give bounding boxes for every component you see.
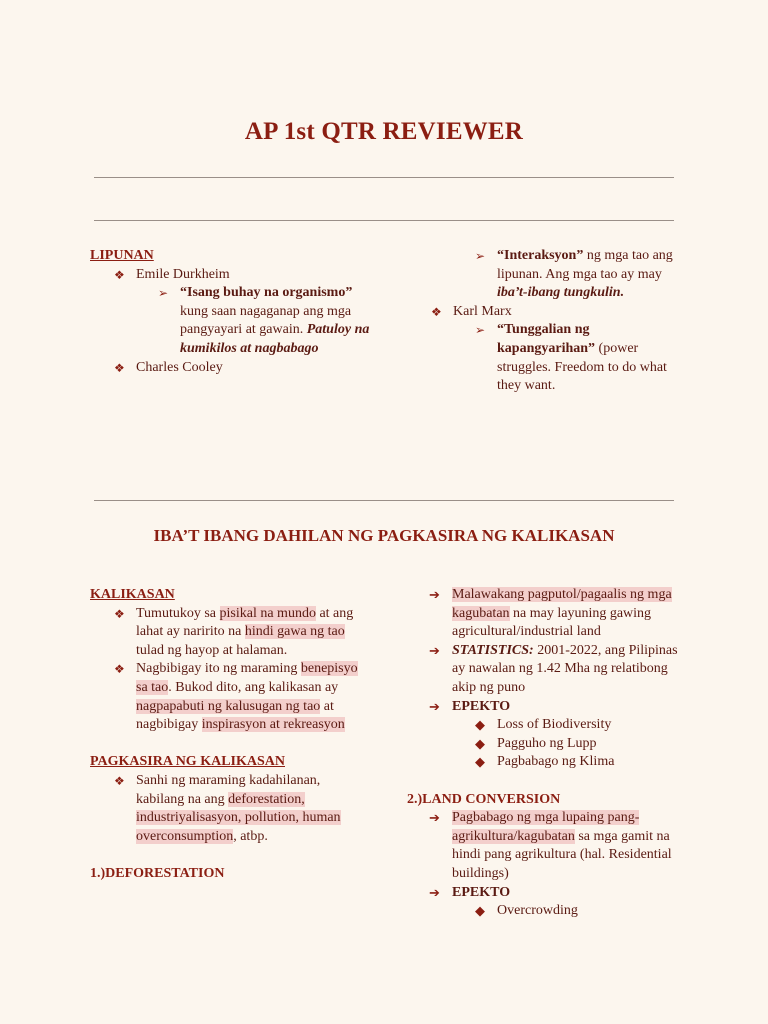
list-item: [407, 303, 677, 322]
arrow-right-icon: ➔: [429, 884, 440, 900]
arrowhead-bullet-icon: ➢: [475, 249, 486, 263]
highlighted-text: Pagbabago ng mga lupaing pang-agrikultura/kagubatan: [452, 810, 640, 844]
highlighted-text: pisikal na mundo: [219, 605, 316, 621]
arrow-right-icon: ➔: [429, 587, 440, 602]
body-text: , atbp.: [233, 828, 268, 844]
list-item: [90, 772, 370, 846]
section-heading-lipunan: LIPUNAN: [90, 248, 154, 263]
list-item: [407, 642, 682, 698]
highlighted-text: nagpapabuti ng kalusugan ng tao: [136, 698, 321, 714]
highlighted-text: Malawakang pagputol/pagaalis ng mga kagubatan: [452, 587, 672, 621]
body-text: ng mga tao ang lipunan. Ang mga tao ay may: [497, 248, 673, 282]
arrow-right-icon: ➔: [429, 698, 440, 714]
arrow-right-icon: ➔: [429, 810, 440, 826]
epekto-label: EPEKTO: [452, 698, 511, 714]
section-heading-land-conversion: 2.)LAND CONVERSION: [407, 791, 561, 807]
list-item: [407, 884, 682, 903]
list-item: [407, 735, 682, 754]
list-item: [90, 605, 370, 661]
effect-text: Pagbabago ng Klima: [497, 754, 615, 770]
diamond-icon: ◆: [475, 903, 485, 919]
divider: [94, 220, 674, 221]
diamond-bullet-icon: ❖: [114, 773, 125, 788]
quote-text: “Interaksyon”: [497, 248, 584, 263]
body-text: Nagbibigay ito ng maraming: [136, 661, 301, 677]
list-item: [407, 586, 682, 642]
list-item: [407, 321, 677, 395]
diamond-bullet-icon: ❖: [114, 267, 125, 282]
list-item: [407, 809, 682, 883]
diamond-bullet-icon: ❖: [114, 606, 125, 621]
section-title: IBA’T IBANG DAHILAN NG PAGKASIRA NG KALIKASAN: [153, 526, 615, 545]
diamond-bullet-icon: ❖: [114, 360, 125, 375]
diamond-bullet-icon: ❖: [114, 662, 125, 677]
list-item: [407, 698, 682, 717]
person-name: Karl Marx: [453, 303, 512, 319]
arrow-right-icon: ➔: [429, 642, 440, 658]
emphasis-text: iba’t-ibang tungkulin.: [497, 285, 625, 301]
list-item: [407, 902, 682, 921]
person-name: Emile Durkheim: [136, 266, 230, 282]
list-item: [407, 247, 677, 303]
section-heading-pagkasira: PAGKASIRA NG KALIKASAN: [90, 754, 285, 770]
kalikasan-right-column: [407, 586, 682, 921]
effect-text: Pagguho ng Lupp: [497, 735, 597, 751]
section-heading-kalikasan: KALIKASAN: [90, 587, 175, 602]
divider: [94, 177, 674, 178]
list-item: [90, 359, 370, 378]
quote-text: “Isang buhay na organismo”: [180, 285, 353, 301]
effect-text: Overcrowding: [497, 903, 578, 919]
highlighted-text: deforestation, industriyalisasyon, pollution, human overconsumption: [136, 791, 341, 844]
emphasis-text: Patuloy na kumikilos at nagbabago: [180, 322, 370, 356]
body-text: . Bukod dito, ang kalikasan ay: [168, 679, 339, 695]
diamond-icon: ◆: [475, 735, 485, 751]
divider: [94, 500, 674, 501]
list-item: [407, 753, 682, 772]
highlighted-text: benepisyo sa tao: [136, 661, 358, 695]
diamond-icon: ◆: [475, 717, 485, 733]
lipunan-right-column: [407, 247, 677, 396]
highlighted-text: hindi gawa ng tao: [244, 624, 345, 640]
body-text: at nagbibigay: [136, 698, 334, 733]
lipunan-left-column: [90, 247, 370, 377]
body-text: tulad ng hayop at halaman.: [136, 642, 288, 658]
body-text: Sanhi ng maraming kadahilanan, kabilang na ang: [136, 772, 321, 807]
section-heading-deforestation: 1.)DEFORESTATION: [90, 865, 225, 881]
body-text: (power struggles. Freedom to do what they want.: [497, 340, 667, 394]
body-text: Tumutukoy sa: [136, 605, 220, 621]
effect-text: Loss of Biodiversity: [497, 717, 612, 733]
quote-text: “Tunggalian ng kapangyarihan”: [497, 322, 596, 356]
body-text: sa mga gamit na hindi pang agrikultura (hal. Residential buildings): [452, 828, 672, 881]
highlighted-text: inspirasyon at rekreasyon: [201, 717, 345, 733]
list-item: [90, 284, 370, 358]
person-name: Charles Cooley: [136, 359, 223, 375]
diamond-bullet-icon: ❖: [431, 304, 442, 319]
epekto-label: EPEKTO: [452, 884, 511, 900]
page-title: AP 1st QTR REVIEWER: [244, 118, 524, 145]
body-text: 2001-2022, ang Pilipinas ay nawalan ng 1.42 Mha ng relatibong akip ng puno: [452, 642, 678, 695]
body-text: at ang lahat ay naririto na: [136, 605, 354, 640]
statistics-label: STATISTICS:: [452, 642, 534, 658]
body-text: na may layuning gawing agricultural/industrial land: [452, 605, 652, 640]
body-text: kung saan nagaganap ang mga pangyayari at gawain.: [180, 303, 352, 338]
list-item: [90, 266, 370, 285]
kalikasan-left-column: [90, 586, 370, 884]
diamond-icon: ◆: [475, 754, 485, 770]
arrowhead-bullet-icon: ➢: [158, 286, 169, 301]
arrowhead-bullet-icon: ➢: [475, 323, 486, 338]
list-item: [407, 716, 682, 735]
list-item: [90, 660, 370, 734]
